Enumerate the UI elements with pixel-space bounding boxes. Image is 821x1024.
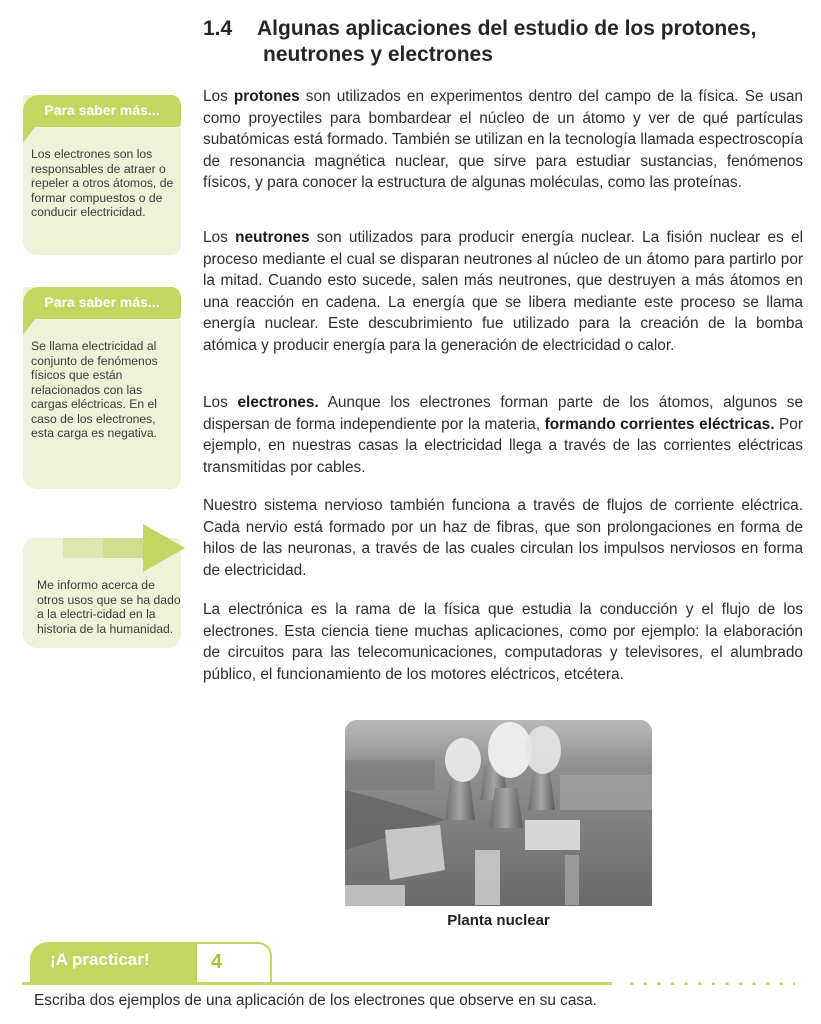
sidebar-box-text: Me informo acerca de otros usos que se ha dado a la electri-cidad en la historia de la humanidad. [37, 578, 181, 636]
paragraph-protones [203, 86, 803, 194]
sidebar-box-title: Para saber más... [23, 95, 181, 127]
sidebar-box-me-informo [23, 538, 181, 648]
sidebar-box-text: Se llama electricidad al conjunto de fenómenos físicos que están relacionados con las cargas eléctricas. En el caso de los electrones, esta carga es negativa. [31, 339, 158, 440]
bold-term-corrientes: formando corrientes eléctricas. [544, 415, 775, 433]
bold-term-protones: protones [233, 88, 300, 105]
paragraph-electronica: La electrónica es la rama de la física que estudia la conducción y el flujo de los electrones. Esta ciencia tiene muchas aplicaciones, como por ejemplo: la elaboración de circuitos para las telecomunicaciones, computadoras y televisores, el alumbrado público, el funcionamiento de los motores eléctricos, etcétera. [203, 601, 803, 683]
text: Los [203, 229, 236, 246]
text: Por ejemplo, en nuestras casas la electricidad llega a través de las corrientes eléctricas transmitidas por cables. [203, 415, 803, 476]
section-title-line1: Algunas aplicaciones del estudio de los protones, [257, 17, 757, 40]
paragraph-sistema-nervioso: Nuestro sistema nervioso también funciona a través de flujos de corriente eléctrica. Cada nervio está formado por un haz de fibras, que son prolongaciones en forma de hilos de las neuronas, a través de las cuales circulan los impulsos nerviosos en forma de electricidad. [203, 497, 803, 579]
practice-number: 4 [197, 942, 272, 983]
arrow-shaft-segment [63, 538, 103, 558]
section-heading [203, 16, 803, 68]
bold-term-electrones: electrones. [237, 394, 319, 411]
section-number: 1.4 [203, 17, 233, 40]
text: son utilizados para producir energía nuclear. La fisión nuclear es el proceso mediante el cual se disparan neutrones al núcleo de un átomo para partirlo por la mitad. Cuando esto sucede, salen más neutrones, que destruyen a más átomos en una reacción en cadena. La energía que se libera mediante este proceso se llama energía nuclear. Este descubrimiento fue utilizado para la creación de la bomba atómica y producir energía para la generación de electricidad o calor. [203, 229, 803, 354]
text: Los [203, 394, 238, 411]
arrow-shaft-segment [103, 538, 143, 558]
text: son utilizados en experimentos dentro del campo de la física. Se usan como proyectiles para bombardear el núcleo de un átomo y ver de qué partículas subatómicas está formado. También se utilizan en la tecnología llamada espectroscopía de resonancia magnética nuclear, que sirve para estudiar sustancias, fenómenos físicos, y para conocer la estructura de algunas moléculas, como las proteínas. [203, 88, 803, 192]
practice-divider [22, 982, 612, 985]
text: Los [203, 88, 234, 105]
bold-term-neutrones: neutrones [235, 229, 310, 246]
paragraph-electrones [203, 392, 803, 478]
practice-dotted-divider [625, 982, 795, 985]
section-title-line2: neutrones y electrones [263, 43, 493, 66]
practice-instruction: Escriba dos ejemplos de una aplicación de los electrones que observe en su casa. [34, 992, 597, 1009]
figure-caption: Planta nuclear [447, 912, 550, 929]
sidebar-box-para-saber-mas-1 [23, 95, 181, 255]
practice-header [30, 942, 240, 983]
arrow-right-icon [143, 524, 185, 572]
paragraph-neutrones [203, 227, 803, 357]
practice-label: ¡A practicar! [30, 942, 197, 983]
nuclear-plant-illustration [345, 720, 652, 906]
nuclear-plant-photo [345, 720, 652, 906]
sidebar-box-title: Para saber más... [23, 287, 181, 319]
sidebar-box-text: Los electrones son los responsables de atraer o repeler a otros átomos, de formar compuestos o de conducir electricidad. [31, 147, 174, 219]
sidebar-box-para-saber-mas-2 [23, 287, 181, 489]
text: Aunque los electrones forman parte de los átomos, algunos se dispersan de forma independiente por la materia, [203, 394, 804, 433]
